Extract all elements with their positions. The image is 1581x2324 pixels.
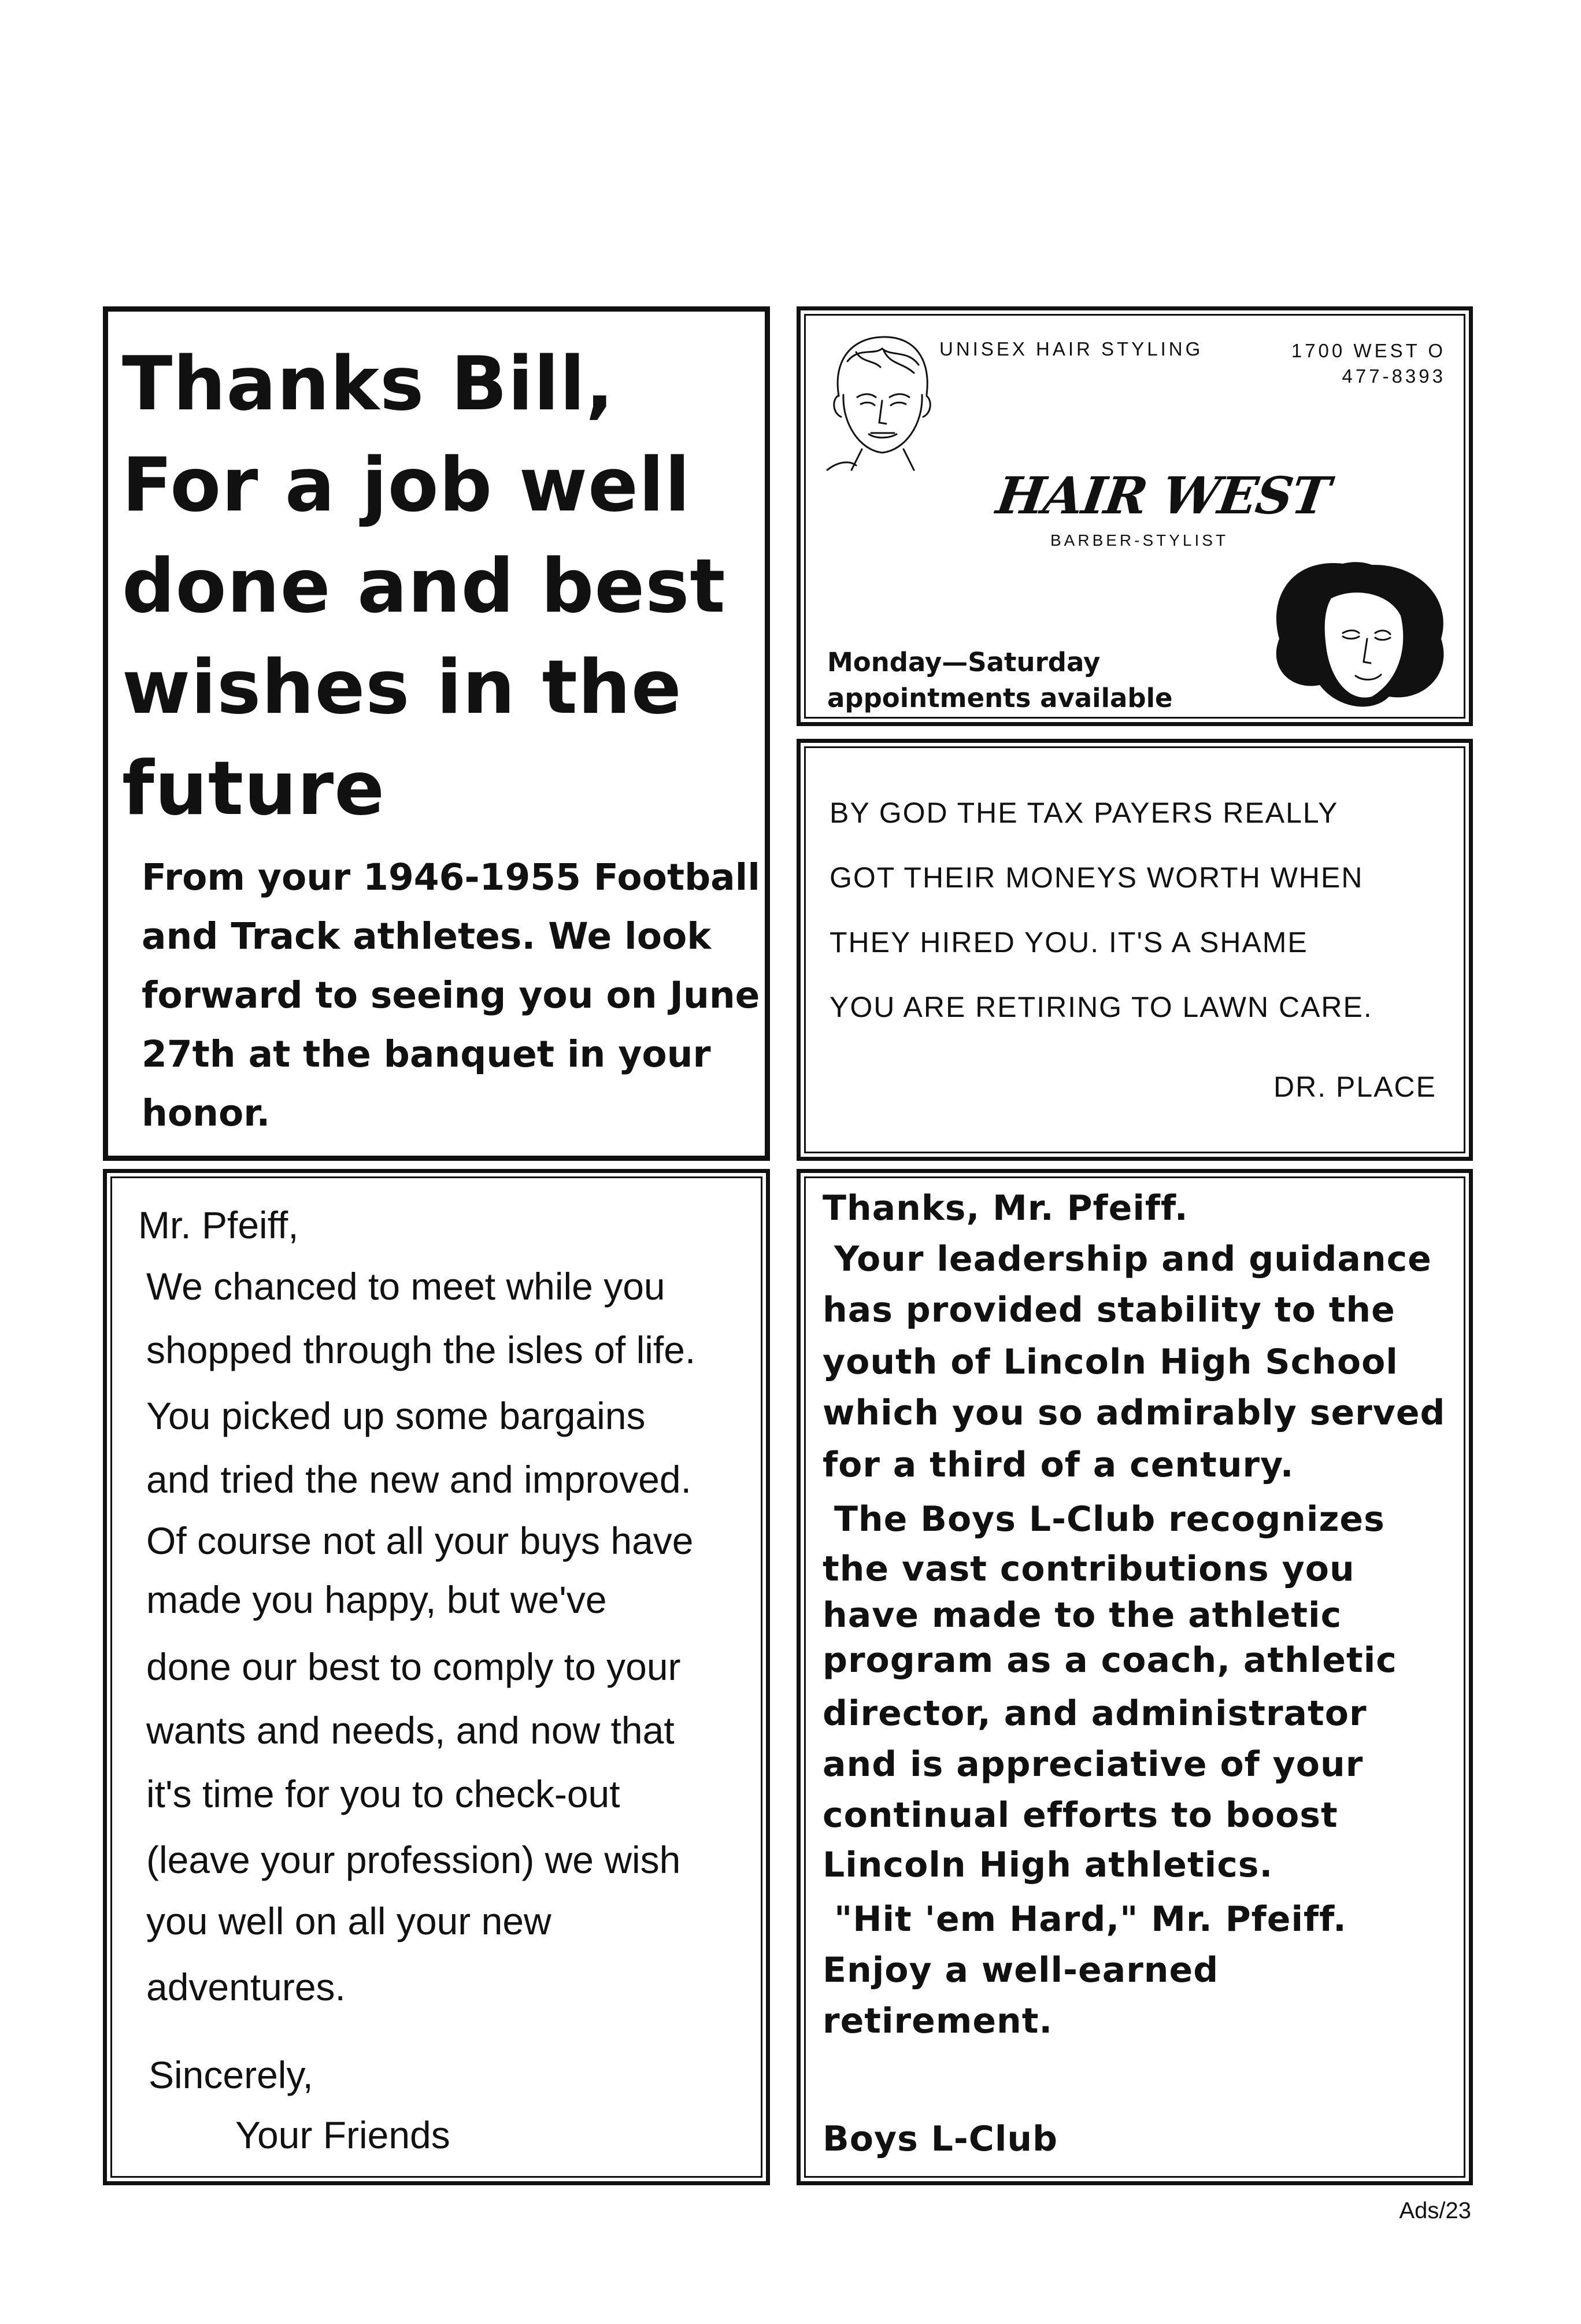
woman-portrait-illustration bbox=[1256, 552, 1458, 720]
friends-salutation: Mr. Pfeiff, bbox=[138, 1204, 299, 1246]
l-club-line: has provided stability to the bbox=[823, 1290, 1395, 1330]
page-number: Ads/23 bbox=[1399, 2198, 1471, 2223]
friends-letter-line: it's time for you to check-out bbox=[146, 1772, 620, 1815]
tax-payers-line: YOU ARE RETIRING TO LAWN CARE. bbox=[830, 991, 1373, 1023]
thanks-bill-headline: Thanks Bill, For a job well done and best wishes in the future bbox=[122, 341, 726, 832]
l-club-line: retirement. bbox=[823, 2001, 1053, 2041]
l-club-line: continual efforts to boost bbox=[823, 1795, 1338, 1835]
l-club-line: "Hit 'em Hard," Mr. Pfeiff. bbox=[834, 1899, 1347, 1940]
l-club-line: for a third of a century. bbox=[823, 1445, 1294, 1485]
tax-payers-line: GOT THEIR MONEYS WORTH WHEN bbox=[830, 861, 1364, 894]
man-portrait-illustration bbox=[816, 327, 949, 471]
ad-your-friends bbox=[103, 1169, 770, 2185]
l-club-line: program as a coach, athletic bbox=[823, 1640, 1397, 1681]
friends-letter-line: you well on all your new bbox=[146, 1900, 551, 1942]
hair-west-tagline: UNISEX HAIR STYLING bbox=[939, 338, 1204, 360]
tax-payers-signature: DR. PLACE bbox=[1273, 1071, 1436, 1103]
l-club-line: Enjoy a well-earned bbox=[823, 1950, 1219, 1990]
l-club-line: director, and administrator bbox=[823, 1693, 1367, 1734]
l-club-line: Thanks, Mr. Pfeiff. bbox=[823, 1188, 1188, 1228]
friends-letter-line: adventures. bbox=[146, 1966, 346, 2008]
l-club-line: Lincoln High athletics. bbox=[823, 1845, 1273, 1885]
hair-west-hours-block bbox=[827, 645, 1173, 716]
friends-signature: Your Friends bbox=[235, 2114, 450, 2156]
ad-hair-west bbox=[797, 306, 1473, 726]
l-club-line: which you so admirably served bbox=[823, 1393, 1446, 1433]
thanks-bill-subtext: From your 1946-1955 Football and Track athletes. We look forward to seeing you on June 27th at the banquet in your honor. bbox=[142, 856, 760, 1134]
l-club-line: the vast contributions you bbox=[823, 1549, 1355, 1589]
l-club-line: Your leadership and guidance bbox=[834, 1239, 1432, 1279]
friends-letter-line: done our best to comply to your bbox=[146, 1645, 681, 1688]
l-club-line: youth of Lincoln High School bbox=[823, 1342, 1398, 1382]
hair-west-role: BARBER-STYLIST bbox=[1050, 531, 1229, 549]
friends-letter-line: (leave your profession) we wish bbox=[146, 1838, 681, 1881]
tax-payers-line: BY GOD THE TAX PAYERS REALLY bbox=[830, 797, 1339, 829]
ad-thanks-bill bbox=[103, 306, 770, 1161]
l-club-line: have made to the athletic bbox=[823, 1595, 1342, 1635]
friends-letter-line: You picked up some bargains bbox=[146, 1394, 646, 1437]
ad-tax-payers bbox=[797, 739, 1473, 1161]
hair-west-phone: 477-8393 bbox=[1342, 365, 1446, 387]
friends-letter-line: shopped through the isles of life. bbox=[146, 1328, 696, 1371]
hair-west-contact bbox=[1291, 338, 1446, 389]
l-club-line: and is appreciative of your bbox=[823, 1744, 1364, 1785]
tax-payers-line: THEY HIRED YOU. IT'S A SHAME bbox=[830, 926, 1308, 959]
hair-west-logo: HAIR WEST bbox=[993, 465, 1333, 526]
l-club-signature: Boys L-Club bbox=[823, 2119, 1058, 2159]
l-club-line: The Boys L-Club recognizes bbox=[834, 1499, 1385, 1540]
hair-west-address: 1700 WEST O bbox=[1291, 340, 1446, 361]
hair-west-days: Monday—Saturday bbox=[827, 647, 1101, 678]
hair-west-appointments: appointments available bbox=[827, 683, 1173, 713]
friends-letter-line: We chanced to meet while you bbox=[146, 1265, 665, 1308]
friends-closing: Sincerely, bbox=[149, 2053, 313, 2096]
friends-letter-line: Of course not all your buys have bbox=[146, 1519, 694, 1562]
ad-boys-l-club bbox=[797, 1169, 1473, 2185]
friends-letter-line: made you happy, but we've bbox=[146, 1578, 607, 1621]
friends-letter-line: wants and needs, and now that bbox=[146, 1709, 675, 1752]
friends-letter-line: and tried the new and improved. bbox=[146, 1458, 691, 1501]
